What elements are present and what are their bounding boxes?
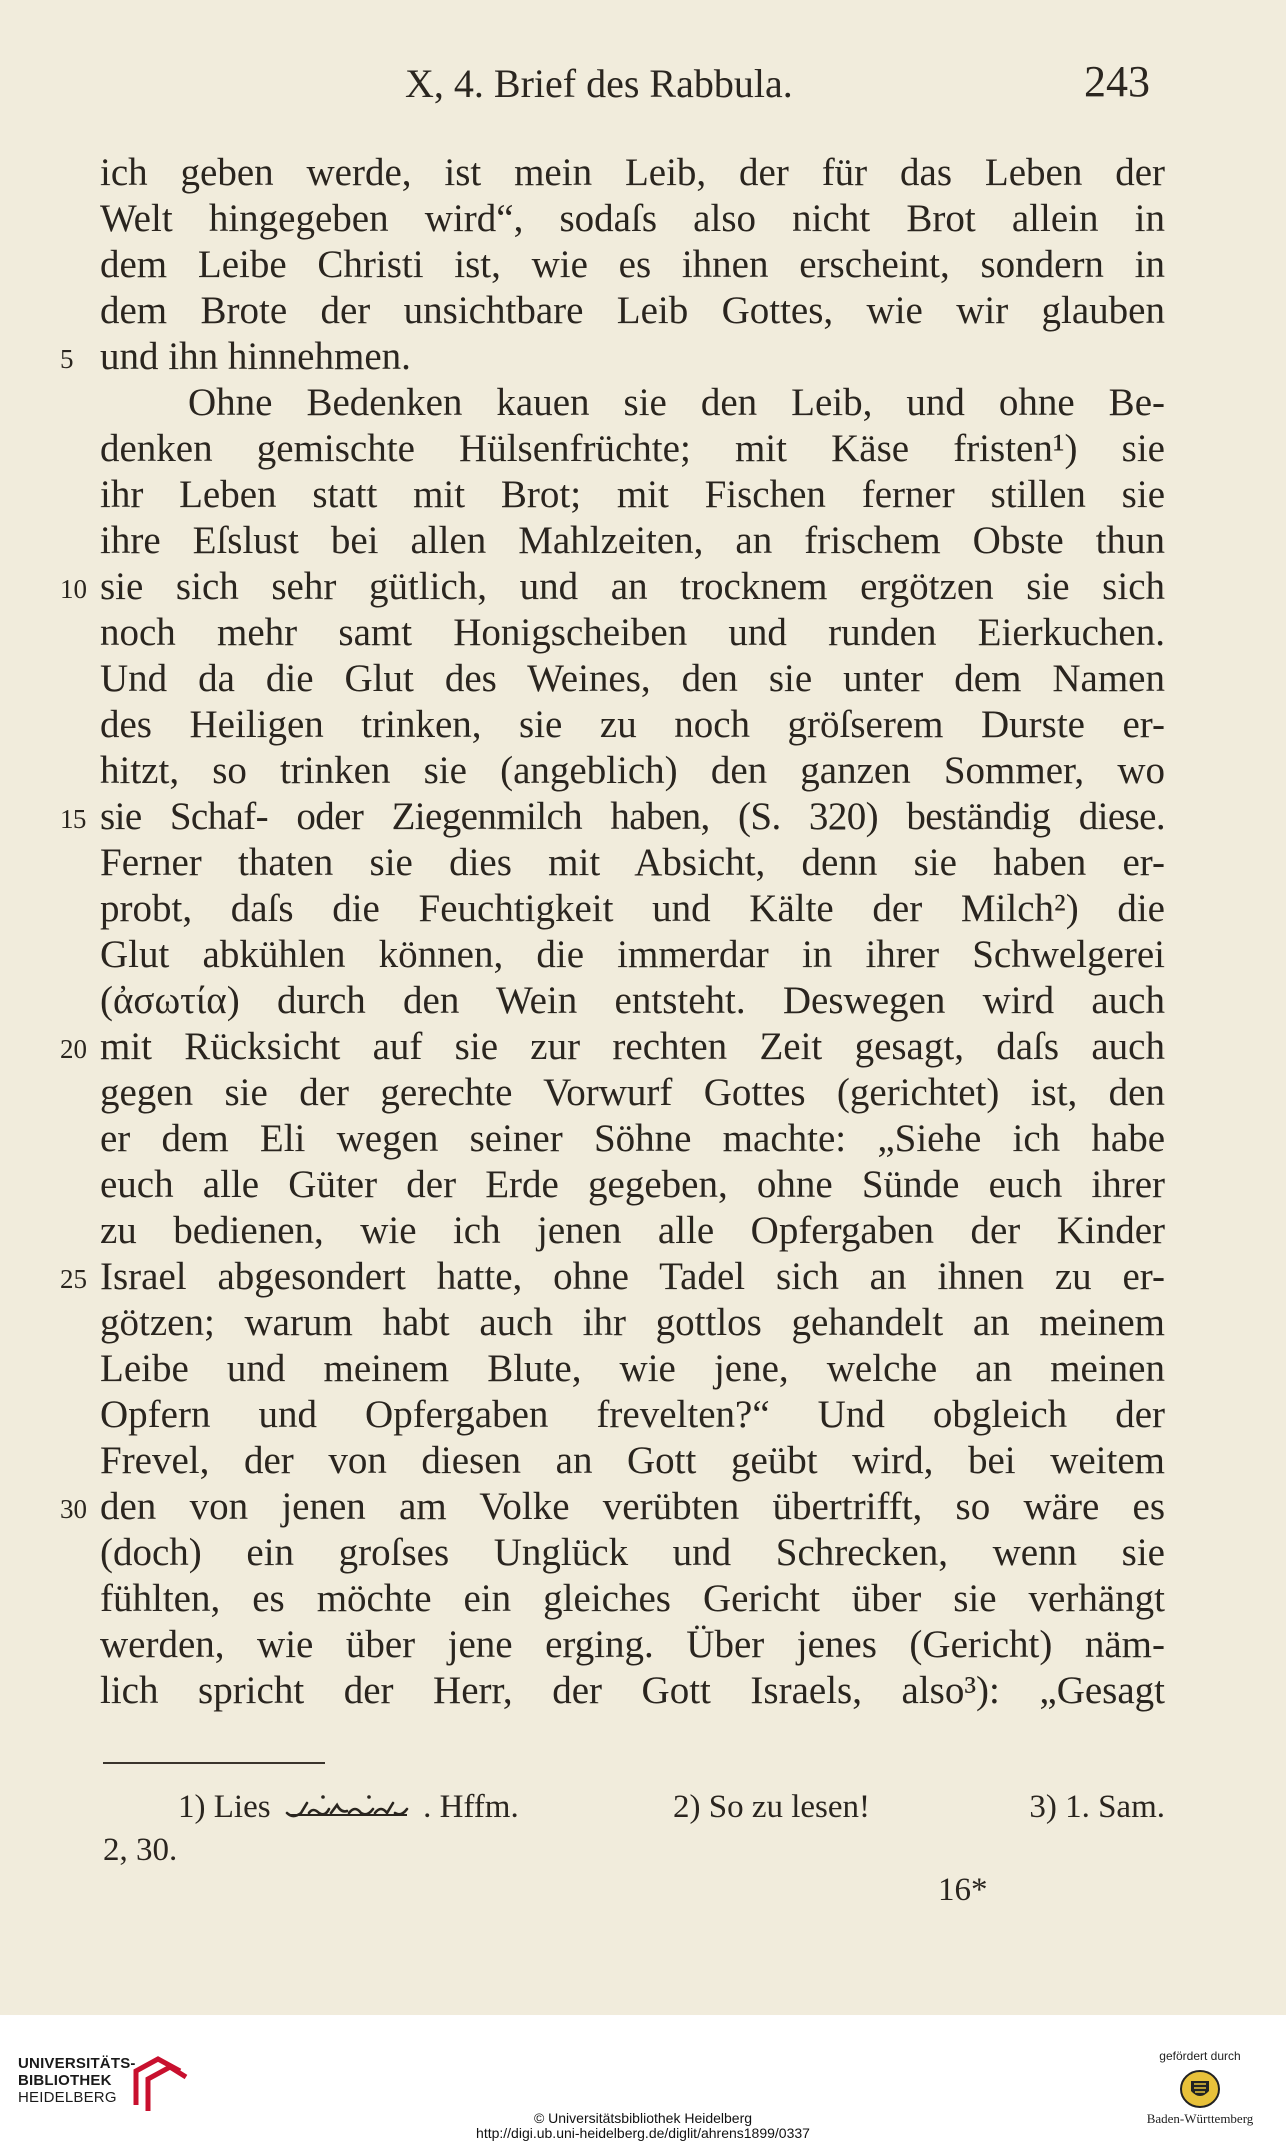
footnote-continuation: 2, 30. xyxy=(103,1832,178,1868)
line-text: Ferner thaten sie dies mit Absicht, denn sie haben er- xyxy=(100,841,1165,884)
line-number: 15 xyxy=(60,804,86,834)
text-line xyxy=(100,518,1165,564)
library-name-line1: UNIVERSITÄTS- xyxy=(18,2055,136,2072)
page-number: 243 xyxy=(1084,57,1150,106)
text-line xyxy=(60,1254,1165,1300)
line-text: Ohne Bedenken kauen sie den Leib, und ohne Be- xyxy=(188,381,1165,424)
text-line xyxy=(100,1162,1165,1208)
line-text: Israel abgesondert hatte, ohne Tadel sich an ihnen zu er- xyxy=(100,1255,1165,1298)
line-text: dem Brote der unsichtbare Leib Gottes, wie wir glauben xyxy=(100,289,1165,332)
library-logo[interactable] xyxy=(18,2055,136,2106)
body-text xyxy=(60,150,1165,1714)
footnote-1 xyxy=(178,1784,519,1830)
copyright-notice: © Universitätsbibliothek Heidelberg xyxy=(533,2110,753,2126)
text-line xyxy=(100,1208,1165,1254)
library-name-line3: HEIDELBERG xyxy=(18,2089,117,2106)
line-number: 30 xyxy=(60,1494,87,1524)
line-number: 20 xyxy=(60,1034,87,1064)
text-line xyxy=(100,1576,1165,1622)
text-line xyxy=(60,1024,1165,1070)
line-text: ihre Eſslust bei allen Mahlzeiten, an frischem Obste thun xyxy=(100,519,1165,562)
text-line xyxy=(100,748,1165,794)
line-text: hitzt, so trinken sie (angeblich) den ganzen Sommer, wo xyxy=(100,749,1165,792)
syriac-word-image xyxy=(283,1791,411,1821)
funded-by-label: gefördert durch xyxy=(1159,2049,1241,2063)
library-name-line2: BIBLIOTHEK xyxy=(18,2072,112,2089)
footnote-1-prefix: 1) Lies xyxy=(178,1789,271,1825)
text-line xyxy=(100,1622,1165,1668)
text-line xyxy=(60,334,1165,380)
line-text: Leibe und meinem Blute, wie jene, welche an meinen xyxy=(100,1347,1165,1390)
text-line xyxy=(100,932,1165,978)
funder-block xyxy=(1125,2049,1275,2127)
line-text: Und da die Glut des Weines, den sie unter dem Namen xyxy=(100,657,1165,700)
line-text: er dem Eli wegen seiner Söhne machte: „Siehe ich habe xyxy=(100,1117,1165,1160)
text-line xyxy=(100,1438,1165,1484)
text-line xyxy=(100,656,1165,702)
line-text: den von jenen am Volke verübten übertrifft, so wäre es xyxy=(100,1485,1165,1528)
text-line xyxy=(100,1300,1165,1346)
text-line xyxy=(100,978,1165,1024)
line-number: 25 xyxy=(60,1264,87,1294)
line-text: euch alle Güter der Erde gegeben, ohne Sünde euch ihrer xyxy=(100,1163,1165,1206)
line-text: des Heiligen trinken, sie zu noch gröſserem Durste er- xyxy=(100,703,1165,746)
line-text: sie Schaf- oder Ziegenmilch haben, (S. 320) beständig diese. xyxy=(100,795,1165,838)
line-text: dem Leibe Christi ist, wie es ihnen erscheint, sondern in xyxy=(100,243,1165,286)
text-line xyxy=(100,610,1165,656)
text-line xyxy=(100,472,1165,518)
line-text: Glut abkühlen können, die immerdar in ihrer Schwelgerei xyxy=(100,933,1165,976)
line-text: Frevel, der von diesen an Gott geübt wird, bei weitem xyxy=(100,1439,1165,1482)
text-line xyxy=(100,150,1165,196)
text-line xyxy=(100,426,1165,472)
running-head: X, 4. Brief des Rabbula. xyxy=(405,61,793,106)
line-text: mit Rücksicht auf sie zur rechten Zeit gesagt, daſs auch xyxy=(100,1025,1165,1068)
text-line xyxy=(100,886,1165,932)
text-line xyxy=(60,1484,1165,1530)
text-line xyxy=(100,1530,1165,1576)
line-text: probt, daſs die Feuchtigkeit und Kälte der Milch²) die xyxy=(100,887,1165,930)
line-text: götzen; warum habt auch ihr gottlos gehandelt an meinem xyxy=(100,1301,1165,1344)
library-mark-icon xyxy=(128,2055,190,2113)
line-text: Welt hingegeben wird“, sodaſs also nicht Brot allein in xyxy=(100,197,1165,240)
text-line xyxy=(100,196,1165,242)
footer xyxy=(0,2015,1286,2141)
line-text: noch mehr samt Honigscheiben und runden Eierkuchen. xyxy=(100,611,1165,654)
funder-name: Baden-Württemberg xyxy=(1146,2111,1254,2126)
text-line xyxy=(100,1116,1165,1162)
text-line xyxy=(100,702,1165,748)
line-text: ihr Leben statt mit Brot; mit Fischen ferner stillen sie xyxy=(100,473,1165,516)
line-number: 10 xyxy=(60,574,87,604)
text-line xyxy=(100,242,1165,288)
line-number: 5 xyxy=(60,344,74,374)
footnote-3: 3) 1. Sam. xyxy=(1029,1789,1165,1825)
line-text: gegen sie der gerechte Vorwurf Gottes (gerichtet) ist, den xyxy=(100,1071,1165,1114)
text-line xyxy=(100,840,1165,886)
line-text: Opfern und Opfergaben frevelten?“ Und obgleich der xyxy=(100,1393,1165,1436)
line-text: werden, wie über jene erging. Über jenes (Gericht) näm- xyxy=(100,1623,1165,1666)
footnotes xyxy=(103,1784,1165,1870)
text-line xyxy=(60,794,1165,840)
signature-mark: 16* xyxy=(938,1872,988,1908)
text-line xyxy=(100,288,1165,334)
text-line xyxy=(60,564,1165,610)
text-line xyxy=(100,1392,1165,1438)
line-text: sie sich sehr gütlich, und an trocknem ergötzen sie sich xyxy=(100,565,1165,608)
text-line xyxy=(100,1070,1165,1116)
permalink-url[interactable]: http://digi.ub.uni-heidelberg.de/diglit/ahrens1899/0337 xyxy=(476,2125,810,2141)
text-line xyxy=(100,1668,1165,1714)
footnote-rule xyxy=(103,1762,325,1764)
line-text: zu bedienen, wie ich jenen alle Opfergaben der Kinder xyxy=(100,1209,1165,1252)
line-text: ich geben werde, ist mein Leib, der für das Leben der xyxy=(100,151,1165,194)
line-text: denken gemischte Hülsenfrüchte; mit Käse fristen¹) sie xyxy=(100,427,1165,470)
page-header xyxy=(100,52,1160,112)
line-text: (doch) ein groſses Unglück und Schrecken, wenn sie xyxy=(100,1531,1165,1574)
footnote-1-suffix: . Hffm. xyxy=(423,1789,519,1825)
state-crest-icon xyxy=(1179,2069,1221,2109)
line-text: fühlten, es möchte ein gleiches Gericht über sie verhängt xyxy=(100,1577,1165,1620)
text-line xyxy=(100,380,1165,426)
line-text: und ihn hinnehmen. xyxy=(100,335,411,378)
line-text: (ἀσωτία) durch den Wein entsteht. Deswegen wird auch xyxy=(100,979,1165,1022)
footnote-2: 2) So zu lesen! xyxy=(673,1789,871,1825)
line-text: lich spricht der Herr, der Gott Israels, also³): „Gesagt xyxy=(100,1669,1165,1712)
text-line xyxy=(100,1346,1165,1392)
